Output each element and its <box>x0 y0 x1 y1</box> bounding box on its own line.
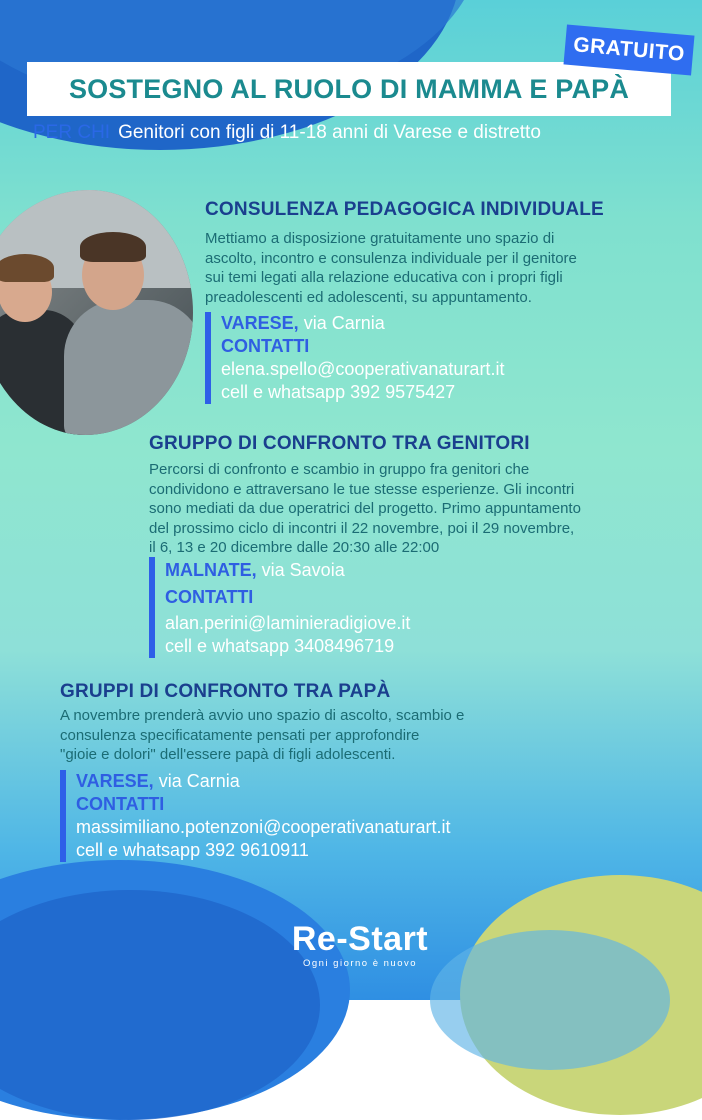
section-title: CONSULENZA PEDAGOGICA INDIVIDUALE <box>205 199 604 220</box>
contact-block <box>60 770 450 862</box>
decorative-blob <box>430 930 670 1070</box>
parents-photo <box>0 190 193 435</box>
section-body: A novembre prenderà avvio uno spazio di ascolto, scambio e consulenza specificatamente pensati per approfondire "gioie e dolori" dell'essere papà di figli adolescenti. <box>60 707 465 763</box>
city: MALNATE, <box>165 560 257 580</box>
logo-tagline: Ogni giorno è nuovo <box>302 958 418 969</box>
section-title: GRUPPI DI CONFRONTO TRA PAPÀ <box>60 681 391 702</box>
section-body: Percorsi di confronto e scambio in gruppo fra genitori che condividono e attraversano le tue stesse esperienze. Gli incontri sono mediati da due operatrici del progetto. Primo appuntamento del prossimo ciclo di incontri il 22 novembre, poi il 29 novembre, il 6, 13 e 20 dicembre dalle 20:30 alle 22:00 <box>149 461 581 556</box>
email-link[interactable]: elena.spello@cooperativanaturart.it <box>221 359 505 379</box>
contacts-label: CONTATTI <box>165 587 254 607</box>
free-badge: GRATUITO <box>564 24 695 75</box>
contacts-label: CONTATTI <box>76 794 165 814</box>
target-audience <box>33 122 541 144</box>
phone-number[interactable]: cell e whatsapp 392 9610911 <box>76 840 309 860</box>
phone-number[interactable]: cell e whatsapp 392 9575427 <box>221 382 456 402</box>
contacts-label: CONTATTI <box>221 336 310 356</box>
logo-name: Re-Start <box>291 920 429 958</box>
contact-block <box>205 312 504 404</box>
section-body: Mettiamo a disposizione gratuitamente uno spazio di ascolto, incontro e consulenza individuale per il genitore sui temi legati alla relazione educativa con i propri figli preadolescenti ed adolescenti, su appuntamento. <box>205 230 577 306</box>
contact-block <box>149 557 410 658</box>
target-label: PER CHI <box>33 122 111 143</box>
restart-logo <box>265 920 455 969</box>
section-title: GRUPPO DI CONFRONTO TRA GENITORI <box>149 433 530 454</box>
address: via Carnia <box>298 313 385 333</box>
phone-number[interactable]: cell e whatsapp 3408496719 <box>165 636 395 656</box>
city: VARESE, <box>221 313 299 333</box>
address: via Carnia <box>153 771 240 791</box>
email-link[interactable]: alan.perini@laminieradigiove.it <box>165 613 411 633</box>
city: VARESE, <box>76 771 154 791</box>
address: via Savoia <box>256 560 345 580</box>
page-title: SOSTEGNO AL RUOLO DI MAMMA E PAPÀ <box>68 73 630 104</box>
title-banner <box>27 62 671 116</box>
target-text: Genitori con figli di 11-18 anni di Varese e distretto <box>118 122 541 143</box>
email-link[interactable]: massimiliano.potenzoni@cooperativanaturart.it <box>76 817 451 837</box>
